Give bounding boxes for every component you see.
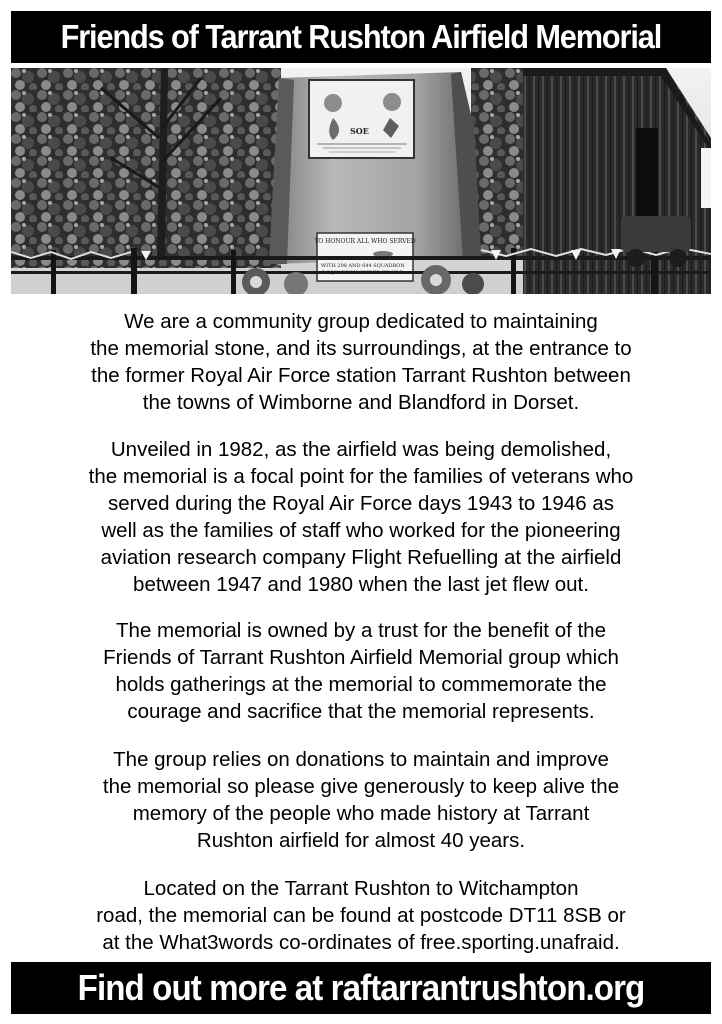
title-banner [11, 11, 711, 63]
plaque-honour-line: TO HONOUR ALL WHO SERVED [314, 238, 416, 245]
website-call-to-action: Find out more at raftarrantrushton.org [77, 967, 645, 1008]
paragraph-line: memory of the people who made history at Tarrant [132, 802, 590, 825]
paragraph-line: the towns of Wimborne and Blandford in Dorset. [142, 391, 580, 414]
paragraph-line: served during the Royal Air Force days 1943 to 1946 as [108, 492, 614, 515]
paragraph-line: the memorial stone, and its surroundings, at the entrance to [90, 337, 632, 360]
paragraph-line: road, the memorial can be found at postcode DT11 8SB or [96, 904, 626, 927]
paragraph-line: holds gatherings at the memorial to commemorate the [115, 673, 607, 696]
memorial-photo-drawing [11, 68, 711, 294]
paragraph-line: the memorial so please give generously to keep alive the [102, 775, 620, 798]
paragraph-location [11, 875, 711, 956]
paragraph-line: The group relies on donations to maintain and improve [113, 748, 609, 771]
paragraph-line: We are a community group dedicated to maintaining [124, 310, 598, 333]
paragraph-about-group [11, 308, 711, 416]
footer-banner [11, 962, 711, 1014]
paragraph-line: Rushton airfield for almost 40 years. [196, 829, 526, 852]
plaque-squadron-line: WITH 298 AND 644 SQUADRON [321, 263, 405, 269]
plaque-soe-label: SOE [350, 126, 369, 136]
paragraph-donations [11, 746, 711, 854]
page-title: Friends of Tarrant Rushton Airfield Memorial [60, 18, 662, 55]
paragraph-line: the memorial is a focal point for the families of veterans who [88, 465, 634, 488]
paragraph-line: The memorial is owned by a trust for the benefit of the [116, 619, 606, 642]
paragraph-line: well as the families of staff who worked for the pioneering [101, 519, 621, 542]
paragraph-line: Friends of Tarrant Rushton Airfield Memorial group which [103, 646, 619, 669]
raf-crest-icon [324, 94, 342, 112]
paragraph-line: aviation research company Flight Refuelling at the airfield [100, 546, 622, 569]
paragraph-line: Located on the Tarrant Rushton to Witchampton [143, 877, 579, 900]
paragraph-line: Unveiled in 1982, as the airfield was being demolished, [110, 438, 612, 461]
squadron-crest-icon [383, 93, 401, 111]
paragraph-history [11, 436, 711, 598]
paragraph-line: courage and sacrifice that the memorial represents. [127, 700, 595, 723]
paragraph-line: the former Royal Air Force station Tarrant Rushton between [91, 364, 631, 387]
paragraph-ownership [11, 617, 711, 725]
memorial-photo [11, 68, 711, 294]
paragraph-line: between 1947 and 1980 when the last jet flew out. [133, 573, 589, 596]
paragraph-line: at the What3words co-ordinates of free.sporting.unafraid. [102, 931, 620, 954]
